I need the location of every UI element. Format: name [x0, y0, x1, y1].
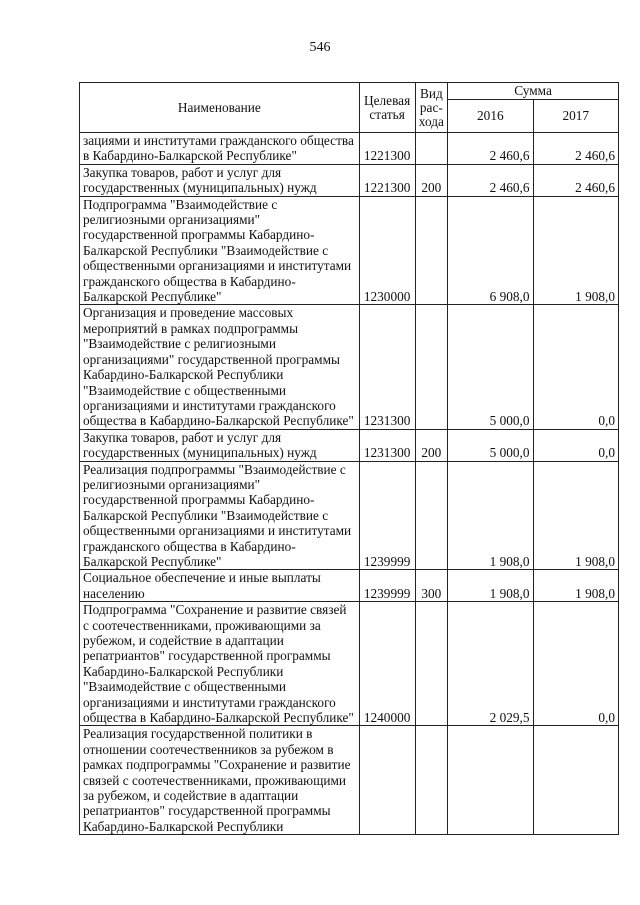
row-value-2016: 5 000,0: [448, 305, 533, 429]
header-sum: Сумма: [448, 83, 619, 100]
row-target: 1240000: [359, 602, 415, 726]
table-row: [80, 429, 619, 461]
header-target: Целевая статья: [359, 83, 415, 133]
header-name: Наименование: [80, 83, 360, 133]
row-target: 1221300: [359, 164, 415, 196]
header-year-2017: 2017: [533, 100, 618, 133]
row-kind: [415, 305, 448, 429]
table-row: [80, 196, 619, 305]
table-header-row: [80, 83, 619, 100]
row-name: Реализация государственной политики в отношении соотечественников за рубежом в рамках подпрограммы "Сохранение и развитие связей с соотечественниками, проживающими за рубежом, и содействие в адаптации репатриантов" государственной программы Кабардино-Балкарской Республики: [80, 726, 360, 835]
row-kind: [415, 726, 448, 835]
table-row: [80, 602, 619, 726]
row-value-2016: 2 460,6: [448, 164, 533, 196]
row-value-2017: 1 908,0: [533, 196, 618, 305]
row-name: Социальное обеспечение и иные выплаты населению: [80, 570, 360, 602]
row-kind: 200: [415, 429, 448, 461]
row-value-2017: 1 908,0: [533, 570, 618, 602]
row-target: 1221300: [359, 133, 415, 165]
table-row: [80, 726, 619, 835]
budget-table: [79, 82, 619, 835]
row-kind: [415, 602, 448, 726]
row-kind: 200: [415, 164, 448, 196]
row-target: 1239999: [359, 461, 415, 570]
header-year-2016: 2016: [448, 100, 533, 133]
row-value-2017: [533, 726, 618, 835]
row-value-2017: 0,0: [533, 305, 618, 429]
page-number: 546: [309, 40, 331, 55]
row-value-2016: 6 908,0: [448, 196, 533, 305]
row-kind: [415, 133, 448, 165]
row-value-2016: 1 908,0: [448, 570, 533, 602]
row-value-2017: 0,0: [533, 602, 618, 726]
row-kind: 300: [415, 570, 448, 602]
table-row: [80, 461, 619, 570]
row-target: 1230000: [359, 196, 415, 305]
row-value-2017: 2 460,6: [533, 133, 618, 165]
header-kind: Вид рас-хода: [415, 83, 448, 133]
row-name: Закупка товаров, работ и услуг для государственных (муниципальных) нужд: [80, 164, 360, 196]
row-value-2016: 5 000,0: [448, 429, 533, 461]
row-name: зациями и институтами гражданского общества в Кабардино-Балкарской Республике": [80, 133, 360, 165]
row-value-2016: [448, 726, 533, 835]
table-row: [80, 133, 619, 165]
row-name: Подпрограмма "Взаимодействие с религиозными организациями" государственной программы Кабардино-Балкарской Республики "Взаимодействие с общественными организациями и институтами гражданского общества в Кабардино-Балкарской Республике": [80, 196, 360, 305]
row-value-2016: 2 029,5: [448, 602, 533, 726]
row-name: Реализация подпрограммы "Взаимодействие с религиозными организациями" государственной программы Кабардино-Балкарской Республики "Взаимодействие с общественными организациями и институтами гражданского общества в Кабардино-Балкарской Республике": [80, 461, 360, 570]
row-kind: [415, 196, 448, 305]
row-name: Организация и проведение массовых мероприятий в рамках подпрограммы "Взаимодействие с религиозными организациями" государственной программы Кабардино-Балкарской Республики "Взаимодействие с общественными организациями и институтами гражданского общества в Кабардино-Балкарской Республике": [80, 305, 360, 429]
row-name: Подпрограмма "Сохранение и развитие связей с соотечественниками, проживающими за рубежом, и содействие в адаптации репатриантов" государственной программы Кабардино-Балкарской Республики "Взаимодействие с общественными организациями и институтами гражданского общества в Кабардино-Балкарской Республике": [80, 602, 360, 726]
row-target: [359, 726, 415, 835]
row-target: 1231300: [359, 305, 415, 429]
row-value-2016: 1 908,0: [448, 461, 533, 570]
row-target: 1231300: [359, 429, 415, 461]
row-value-2017: 2 460,6: [533, 164, 618, 196]
table-row: [80, 570, 619, 602]
row-value-2017: 1 908,0: [533, 461, 618, 570]
table-row: [80, 305, 619, 429]
row-target: 1239999: [359, 570, 415, 602]
table-row: [80, 164, 619, 196]
row-value-2017: 0,0: [533, 429, 618, 461]
row-kind: [415, 461, 448, 570]
row-name: Закупка товаров, работ и услуг для государственных (муниципальных) нужд: [80, 429, 360, 461]
row-value-2016: 2 460,6: [448, 133, 533, 165]
